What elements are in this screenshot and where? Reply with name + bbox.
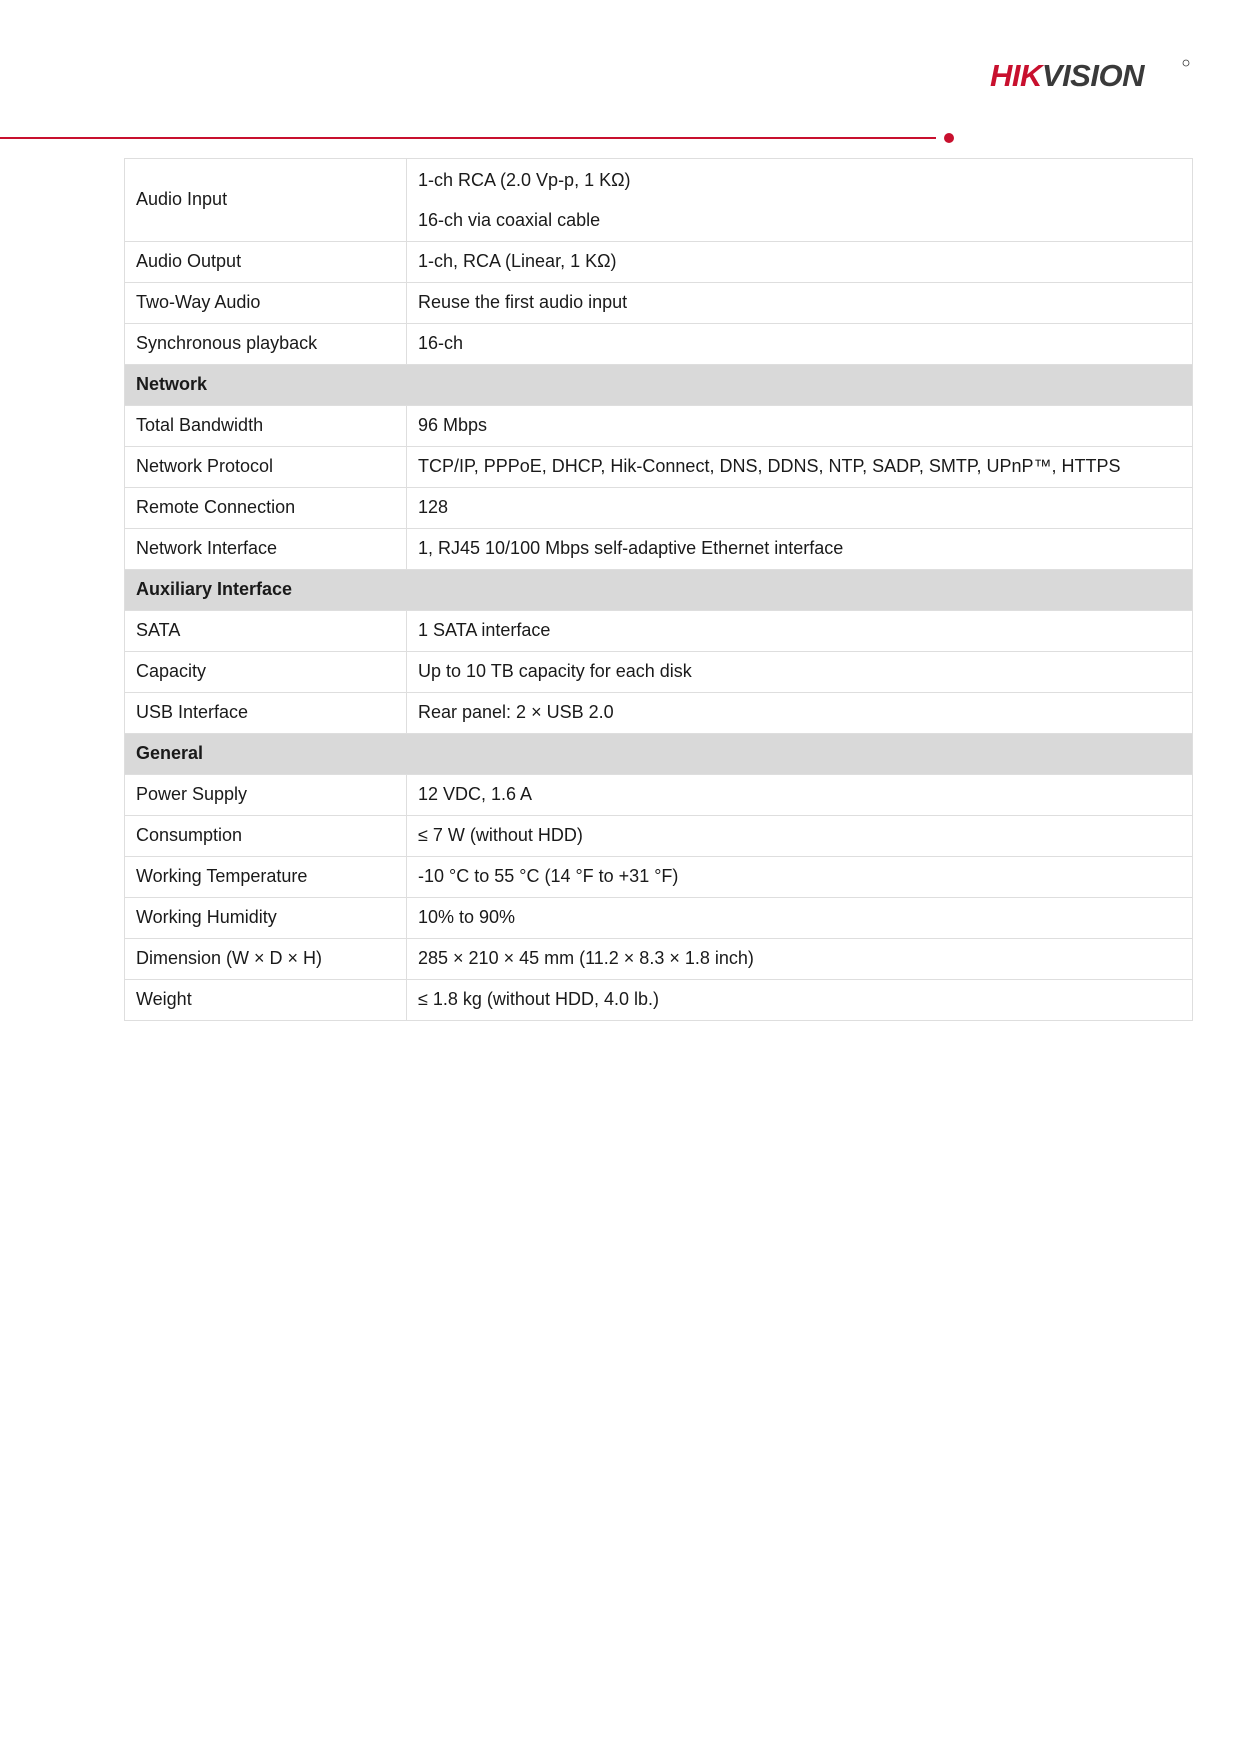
table-row xyxy=(125,529,1193,570)
spec-value: 10% to 90% xyxy=(407,898,1193,939)
spec-value: 1, RJ45 10/100 Mbps self-adaptive Ethernet interface xyxy=(407,529,1193,570)
section-title-general: General xyxy=(125,734,1193,775)
table-row xyxy=(125,324,1193,365)
hikvision-logo-mark xyxy=(990,58,1190,92)
spec-value-line: 1-ch RCA (2.0 Vp-p, 1 KΩ) xyxy=(418,170,631,190)
spec-value: 16-ch xyxy=(407,324,1193,365)
table-row xyxy=(125,406,1193,447)
section-title-auxiliary-interface: Auxiliary Interface xyxy=(125,570,1193,611)
spec-label: Capacity xyxy=(125,652,407,693)
spec-label: USB Interface xyxy=(125,693,407,734)
table-row xyxy=(125,447,1193,488)
spec-label: Working Humidity xyxy=(125,898,407,939)
spec-value: -10 °C to 55 °C (14 °F to +31 °F) xyxy=(407,857,1193,898)
spec-value: 12 VDC, 1.6 A xyxy=(407,775,1193,816)
logo-hik-text: HIK xyxy=(990,58,1042,92)
spec-value: 1-ch, RCA (Linear, 1 KΩ) xyxy=(407,242,1193,283)
section-header-row xyxy=(125,734,1193,775)
spec-label: Total Bandwidth xyxy=(125,406,407,447)
section-header-row xyxy=(125,570,1193,611)
table-row xyxy=(125,652,1193,693)
spec-label: Audio Output xyxy=(125,242,407,283)
spec-label: Dimension (W × D × H) xyxy=(125,939,407,980)
spec-value: Reuse the first audio input xyxy=(407,283,1193,324)
spec-label: Two-Way Audio xyxy=(125,283,407,324)
spec-label: Power Supply xyxy=(125,775,407,816)
table-row xyxy=(125,611,1193,652)
spec-label: Synchronous playback xyxy=(125,324,407,365)
spec-value: Rear panel: 2 × USB 2.0 xyxy=(407,693,1193,734)
spec-value: Up to 10 TB capacity for each disk xyxy=(407,652,1193,693)
logo-vision-text: VISION xyxy=(1041,58,1144,92)
spec-label: Network Interface xyxy=(125,529,407,570)
spec-value xyxy=(407,159,1193,242)
spec-value-line: 16-ch via coaxial cable xyxy=(418,210,601,230)
header-divider-dot xyxy=(944,133,954,143)
table-row xyxy=(125,242,1193,283)
table-row xyxy=(125,980,1193,1021)
spec-label: Working Temperature xyxy=(125,857,407,898)
spec-label: Remote Connection xyxy=(125,488,407,529)
spec-value: ≤ 1.8 kg (without HDD, 4.0 lb.) xyxy=(407,980,1193,1021)
spec-value: TCP/IP, PPPoE, DHCP, Hik-Connect, DNS, DDNS, NTP, SADP, SMTP, UPnP™, HTTPS xyxy=(407,447,1193,488)
table-row xyxy=(125,775,1193,816)
table-row xyxy=(125,488,1193,529)
spec-value: 128 xyxy=(407,488,1193,529)
spec-value: 1 SATA interface xyxy=(407,611,1193,652)
spec-value: 285 × 210 × 45 mm (11.2 × 8.3 × 1.8 inch) xyxy=(407,939,1193,980)
header-divider-line xyxy=(0,137,936,139)
spec-value: ≤ 7 W (without HDD) xyxy=(407,816,1193,857)
spec-label: Network Protocol xyxy=(125,447,407,488)
registered-mark-icon xyxy=(1183,60,1189,66)
spec-label: Weight xyxy=(125,980,407,1021)
table-row xyxy=(125,816,1193,857)
specification-table xyxy=(124,158,1193,1021)
section-title-network: Network xyxy=(125,365,1193,406)
svg-text:HIKVISION xyxy=(990,58,1145,92)
spec-label: Consumption xyxy=(125,816,407,857)
table-row xyxy=(125,857,1193,898)
table-row xyxy=(125,283,1193,324)
table-row xyxy=(125,693,1193,734)
spec-value: 96 Mbps xyxy=(407,406,1193,447)
table-row xyxy=(125,939,1193,980)
spec-label: SATA xyxy=(125,611,407,652)
hikvision-logo xyxy=(990,58,1190,92)
spec-label: Audio Input xyxy=(125,159,407,242)
table-row xyxy=(125,159,1193,242)
table-row xyxy=(125,898,1193,939)
section-header-row xyxy=(125,365,1193,406)
